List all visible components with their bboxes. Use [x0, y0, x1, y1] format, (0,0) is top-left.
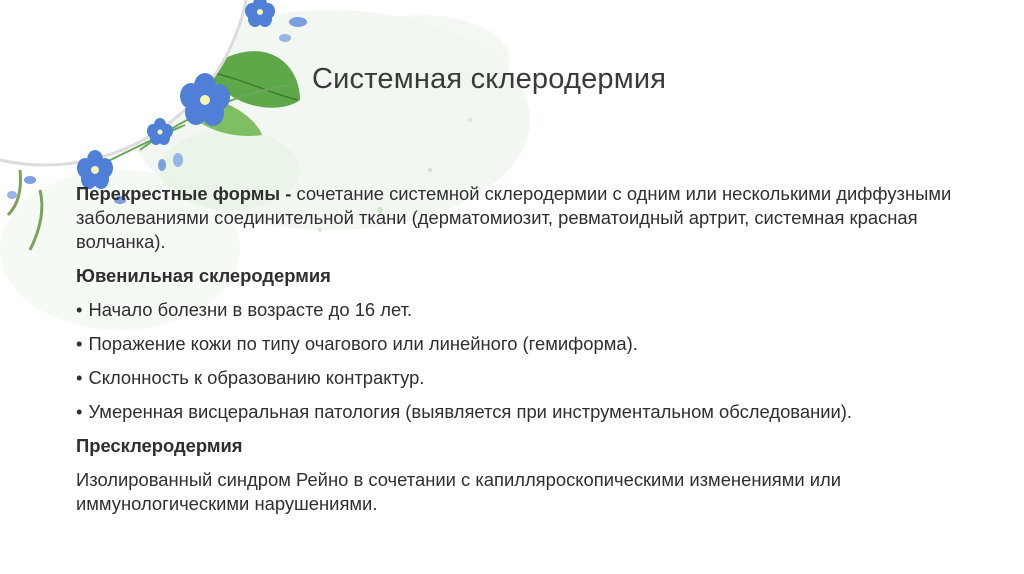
list-item: [76, 298, 976, 322]
cross-forms-paragraph: [76, 182, 976, 254]
list-item: [76, 400, 976, 424]
cross-forms-term: Перекрестные формы -: [76, 183, 292, 204]
juvenile-heading: Ювенильная склеродермия: [76, 265, 331, 286]
list-item-text: Склонность к образованию контрактур.: [88, 367, 425, 388]
slide-body: [76, 182, 976, 526]
bullet-icon: •: [76, 299, 83, 320]
prescleroderma-heading: Пресклеродермия: [76, 435, 243, 456]
prescleroderma-text: Изолированный синдром Рейно в сочетании с капилляроскопическими изменениями или иммунологическими нарушениями.: [76, 469, 842, 514]
bullet-icon: •: [76, 333, 83, 354]
bullet-icon: •: [76, 367, 83, 388]
slide-title: Системная склеродермия: [312, 63, 667, 95]
list-item-text: Начало болезни в возрасте до 16 лет.: [88, 299, 413, 320]
list-item: [76, 332, 976, 356]
cross-forms-text: сочетание системной склеродермии с одним или несколькими диффузными заболеваниями соединительной ткани (дерматомиозит, ревматоидный артрит, системная красная волчанка).: [76, 183, 952, 252]
list-item: [76, 366, 976, 390]
list-item-text: Умеренная висцеральная патология (выявляется при инструментальном обследовании).: [88, 401, 853, 422]
list-item-text: Поражение кожи по типу очагового или линейного (гемиформа).: [88, 333, 638, 354]
bullet-icon: •: [76, 401, 83, 422]
